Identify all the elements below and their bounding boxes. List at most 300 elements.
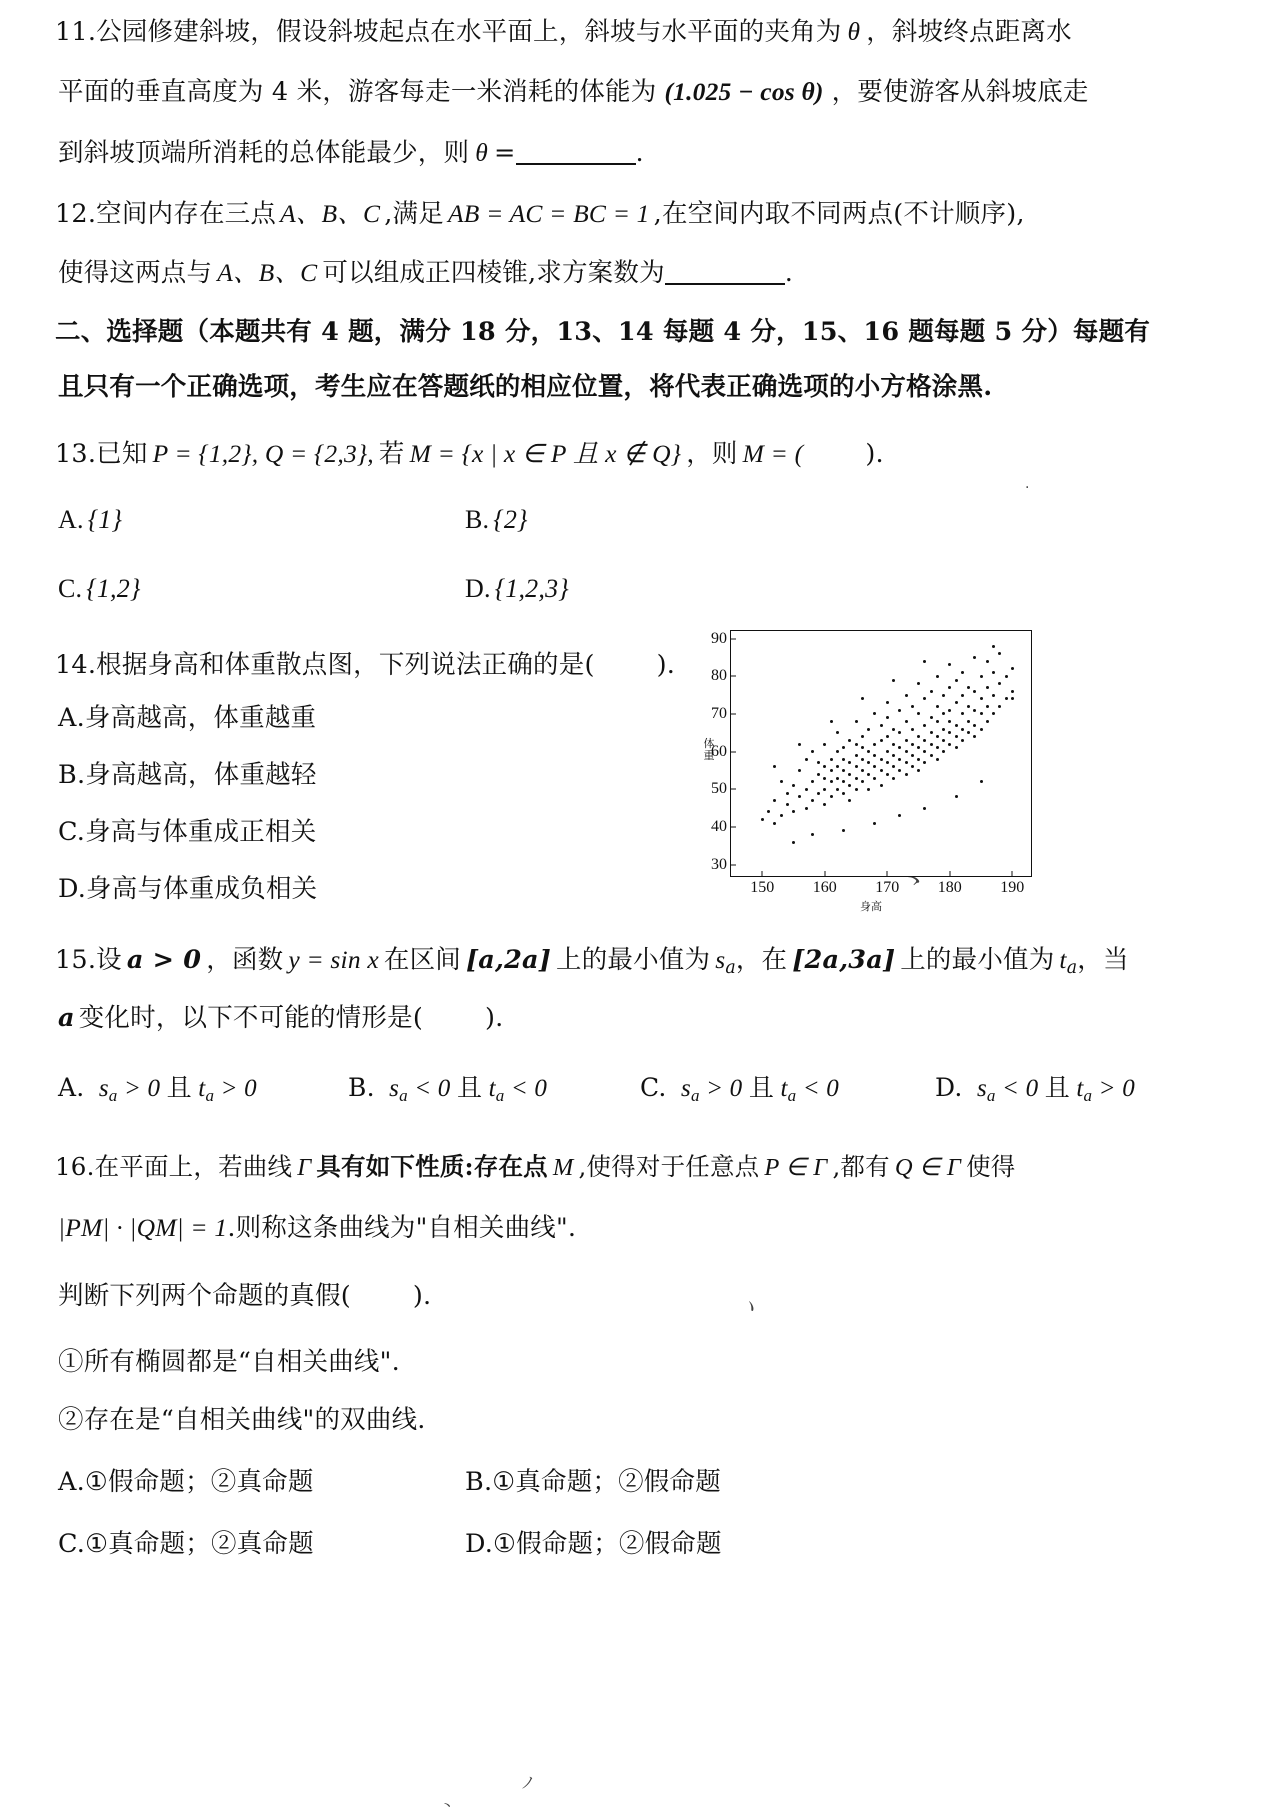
chart-data-point [936, 758, 939, 761]
chart-data-point [930, 743, 933, 746]
chart-data-point [948, 731, 951, 734]
set-m-result: M = ( [742, 439, 804, 468]
question-11-number: 11. [55, 17, 97, 47]
q15-option-d-label: D. [935, 1073, 963, 1102]
chart-data-point [823, 788, 826, 791]
question-15-option-d[interactable] [935, 1068, 1135, 1106]
energy-formula: (1.025 − cos θ) [664, 77, 824, 106]
question-13-option-b[interactable] [465, 505, 528, 535]
chart-data-point [773, 799, 776, 802]
chart-data-point [967, 686, 970, 689]
chart-data-point [786, 792, 789, 795]
pen-mark-bottom-1: ノ [520, 1773, 537, 1792]
chart-x-tick-mark [762, 871, 763, 876]
answer-blank-11[interactable] [516, 137, 636, 165]
chart-data-point [873, 765, 876, 768]
chart-y-tick-mark [731, 864, 736, 865]
question-12-line-2 [58, 253, 793, 289]
chart-y-tick-label: 40 [711, 818, 727, 835]
q15-option-c-label: C. [640, 1073, 667, 1102]
chart-data-point [842, 758, 845, 761]
question-16-proposition-2 [58, 1400, 426, 1436]
equals-sign: = [493, 138, 516, 168]
question-15-number: 15. [55, 945, 97, 975]
chart-data-point [861, 735, 864, 738]
chart-data-point [923, 724, 926, 727]
chart-y-axis-label: 体重 [703, 737, 715, 762]
question-15-option-a[interactable] [58, 1068, 257, 1106]
chart-data-point [905, 694, 908, 697]
q16-option-c-label: C.①真命题；②真命题 [58, 1529, 314, 1559]
chart-y-tick-label: 50 [711, 780, 727, 798]
q16-option-d-label: D.①假命题；②假命题 [465, 1529, 722, 1559]
chart-data-point [905, 739, 908, 742]
chart-data-point [761, 818, 764, 821]
option-a-value: {1} [87, 505, 123, 534]
question-14-option-b[interactable] [58, 755, 317, 791]
question-16-option-d[interactable] [465, 1524, 722, 1560]
chart-data-point [917, 735, 920, 738]
chart-data-point [980, 728, 983, 731]
chart-data-point [980, 697, 983, 700]
chart-data-point [867, 728, 870, 731]
chart-data-point [867, 788, 870, 791]
question-11-line-1 [55, 12, 1072, 48]
chart-data-point [861, 758, 864, 761]
theta-symbol: θ [847, 17, 861, 46]
question-16-text-6: .则称这条曲线为"自相关曲线". [227, 1213, 577, 1243]
chart-data-point [930, 690, 933, 693]
chart-data-point [992, 671, 995, 674]
question-12-text-3: ,在空间内取不同两点(不计顺序), [653, 199, 1025, 229]
chart-data-point [892, 728, 895, 731]
chart-data-point [817, 792, 820, 795]
chart-data-point [973, 690, 976, 693]
question-16-text-5: 使得 [966, 1152, 1016, 1181]
option-c-label: C. [58, 574, 83, 603]
chart-data-point [880, 739, 883, 742]
chart-data-point [948, 709, 951, 712]
chart-x-tick-label: 150 [750, 879, 775, 896]
question-16-line-2 [58, 1208, 576, 1244]
chart-y-tick-label: 60 [711, 742, 727, 760]
chart-data-point [836, 777, 839, 780]
chart-data-point [892, 777, 895, 780]
question-11-text-1: 公园修建斜坡，假设斜坡起点在水平面上，斜坡与水平面的夹角为 [96, 17, 842, 47]
question-15-text-8: 变化时，以下不可能的情形是( [78, 1003, 423, 1033]
question-16-option-b[interactable] [465, 1462, 721, 1498]
chart-data-point [886, 716, 889, 719]
chart-data-point [805, 758, 808, 761]
chart-data-point [961, 712, 964, 715]
chart-data-point [967, 720, 970, 723]
chart-data-point [1011, 690, 1014, 693]
chart-data-point [961, 671, 964, 674]
chart-data-point [892, 743, 895, 746]
chart-data-point [842, 792, 845, 795]
chart-data-point [992, 645, 995, 648]
chart-data-point [842, 780, 845, 783]
question-14-stem [55, 645, 675, 681]
question-11-text-4: ，要使游客从斜坡底走 [831, 77, 1089, 107]
option-d-value: {1,2,3} [494, 574, 569, 603]
period-12: . [784, 258, 794, 288]
chart-x-tick-label: 190 [1000, 879, 1025, 896]
chart-data-point [998, 682, 1001, 685]
chart-data-point [905, 773, 908, 776]
chart-y-tick-mark [731, 638, 736, 639]
s-subscript: a [725, 958, 736, 979]
chart-data-point [873, 777, 876, 780]
chart-data-point [930, 754, 933, 757]
gamma-symbol: Γ [297, 1154, 312, 1181]
q15-option-a-expr: $s_a > 0$ 且 $t_a > 0$ [98, 1073, 257, 1106]
chart-data-point [917, 746, 920, 749]
chart-data-point [836, 750, 839, 753]
chart-data-point [986, 660, 989, 663]
chart-data-point [861, 697, 864, 700]
chart-data-point [880, 758, 883, 761]
sets-p-q: P = {1,2}, Q = {2,3}, [152, 439, 374, 468]
chart-data-point [898, 731, 901, 734]
chart-data-point [917, 682, 920, 685]
chart-data-point [955, 746, 958, 749]
chart-data-point [823, 765, 826, 768]
chart-y-tick-mark [731, 713, 736, 714]
chart-data-point [886, 750, 889, 753]
chart-data-point [855, 788, 858, 791]
chart-data-point [855, 765, 858, 768]
question-12-line-1 [55, 194, 1025, 230]
chart-data-point [905, 720, 908, 723]
chart-data-point [830, 780, 833, 783]
chart-data-point [955, 679, 958, 682]
chart-data-point [848, 761, 851, 764]
question-11-line-2 [58, 72, 1089, 108]
chart-data-point [980, 780, 983, 783]
question-12-text-5: 可以组成正四棱锥,求方案数为 [322, 258, 665, 288]
section-2-text-2: 且只有一个正确选项，考生应在答题纸的相应位置，将代表正确选项的小方格涂黑. [58, 372, 993, 402]
chart-data-point [955, 795, 958, 798]
question-15-text-6: 上的最小值为 [900, 945, 1055, 975]
chart-data-point [942, 739, 945, 742]
interval-1: [a,2a] [466, 945, 551, 975]
chart-data-point [898, 769, 901, 772]
question-15-text-1: 设 [96, 945, 122, 975]
q15-option-a-label: A. [58, 1073, 85, 1102]
chart-data-point [773, 765, 776, 768]
chart-data-point [767, 810, 770, 813]
chart-plot-area [711, 629, 1032, 896]
proposition-1-text: ①所有椭圆都是“自相关曲线". [58, 1347, 400, 1377]
chart-data-point [861, 746, 864, 749]
option-a-label: A. [58, 505, 84, 534]
chart-data-point [986, 705, 989, 708]
chart-data-point [855, 720, 858, 723]
chart-data-point [880, 724, 883, 727]
chart-data-point [836, 731, 839, 734]
chart-y-tick-label: 90 [711, 629, 727, 647]
question-15-option-c[interactable] [640, 1068, 839, 1106]
question-12-number: 12. [55, 199, 97, 229]
chart-data-point [973, 735, 976, 738]
question-11-text-5: 到斜坡顶端所消耗的总体能最少，则 [58, 138, 470, 168]
chart-data-point [848, 784, 851, 787]
chart-data-point [1011, 667, 1014, 670]
question-13-close: ). [865, 439, 884, 469]
chart-data-point [980, 712, 983, 715]
chart-data-point [986, 720, 989, 723]
chart-data-point [986, 686, 989, 689]
points-abc-2: A、B、C [217, 258, 318, 287]
question-14-text: 根据身高和体重散点图，下列说法正确的是( [96, 650, 595, 680]
chart-data-point [923, 697, 926, 700]
chart-data-point [880, 769, 883, 772]
chart-data-point [798, 769, 801, 772]
chart-data-point [923, 761, 926, 764]
chart-data-point [892, 754, 895, 757]
chart-x-tick-mark [949, 871, 950, 876]
chart-data-point [967, 705, 970, 708]
proposition-2-text: ②存在是“自相关曲线"的双曲线. [58, 1405, 426, 1435]
chart-data-point [998, 652, 1001, 655]
question-15-text-7: ，当 [1077, 945, 1129, 975]
pen-mark-chart: ゝ [895, 861, 933, 900]
question-12-text-4: 使得这两点与 [58, 258, 213, 288]
question-15-text-3: 在区间 [383, 945, 461, 975]
chart-data-point [923, 750, 926, 753]
chart-data-point [955, 735, 958, 738]
question-13-option-d[interactable] [465, 574, 569, 604]
question-13-text-3: ，则 [686, 439, 738, 469]
chart-data-point [861, 769, 864, 772]
question-16-proposition-1 [58, 1342, 400, 1378]
chart-data-point [848, 799, 851, 802]
chart-data-point [936, 705, 939, 708]
chart-data-point [786, 803, 789, 806]
chart-data-point [898, 746, 901, 749]
q-in-gamma: Q ∈ Γ [894, 1154, 962, 1181]
chart-data-point [780, 814, 783, 817]
chart-y-tick-label: 80 [711, 667, 727, 685]
chart-data-point [1005, 675, 1008, 678]
question-16-text-4: ,都有 [832, 1152, 890, 1181]
chart-data-point [923, 807, 926, 810]
chart-data-point [898, 758, 901, 761]
chart-x-tick-mark [887, 871, 888, 876]
chart-data-point [1011, 697, 1014, 700]
chart-data-point [830, 720, 833, 723]
chart-data-point [961, 694, 964, 697]
chart-data-point [898, 814, 901, 817]
p-in-gamma: P ∈ Γ [764, 1154, 828, 1181]
question-16-option-c[interactable] [58, 1524, 314, 1560]
chart-y-tick-mark [731, 751, 736, 752]
sine-function: y = sin x [288, 945, 379, 974]
chart-data-point [792, 810, 795, 813]
option-d-label: D. [465, 574, 491, 603]
chart-data-point [886, 761, 889, 764]
chart-data-point [948, 743, 951, 746]
question-15-text-5: ，在 [735, 945, 788, 975]
chart-data-point [867, 773, 870, 776]
chart-data-point [967, 731, 970, 734]
question-14-option-b-label: B.身高越高，体重越轻 [58, 760, 317, 790]
question-14-close: ). [656, 650, 676, 680]
chart-data-point [973, 724, 976, 727]
question-16-line-1 [55, 1148, 1015, 1183]
chart-data-point [805, 807, 808, 810]
chart-data-point [811, 750, 814, 753]
set-m-definition: M = {x | x ∈ P 且 x ∉ Q} [409, 439, 682, 468]
chart-data-point [830, 758, 833, 761]
question-15-close: ). [484, 1003, 504, 1033]
chart-data-point [930, 716, 933, 719]
question-16-close: ). [412, 1281, 432, 1311]
chart-data-point [1005, 697, 1008, 700]
chart-data-point [817, 761, 820, 764]
chart-data-point [830, 769, 833, 772]
chart-data-point [973, 656, 976, 659]
q15-option-b-expr: $s_a < 0$ 且 $t_a < 0$ [389, 1073, 548, 1106]
chart-data-point [998, 705, 1001, 708]
chart-data-point [942, 728, 945, 731]
chart-data-point [780, 780, 783, 783]
chart-data-point [905, 750, 908, 753]
a-variable: a [58, 1003, 75, 1033]
chart-data-point [955, 724, 958, 727]
q16-option-b-label: B.①真命题；②假命题 [465, 1467, 721, 1497]
chart-data-point [948, 686, 951, 689]
question-16-text-1: 在平面上，若曲线 [94, 1152, 293, 1181]
chart-data-point [942, 750, 945, 753]
chart-data-point [855, 754, 858, 757]
theta-symbol-2: θ [475, 138, 488, 167]
section-2-heading-line-2 [58, 367, 992, 403]
chart-data-point [842, 746, 845, 749]
pen-mark-dot: · [1025, 480, 1030, 496]
chart-data-point [936, 675, 939, 678]
chart-data-point [867, 750, 870, 753]
chart-x-tick-mark [824, 871, 825, 876]
chart-data-point [911, 765, 914, 768]
chart-data-point [855, 777, 858, 780]
question-13-text-1: 已知 [96, 439, 148, 469]
chart-data-point [830, 795, 833, 798]
question-14-option-d[interactable] [58, 869, 317, 905]
chart-data-point [898, 709, 901, 712]
chart-data-point [836, 788, 839, 791]
chart-data-point [886, 735, 889, 738]
chart-y-tick-mark [731, 789, 736, 790]
question-16-line-3 [58, 1276, 431, 1312]
chart-data-point [980, 675, 983, 678]
chart-x-tick-label: 180 [937, 879, 962, 896]
chart-data-point [936, 720, 939, 723]
chart-data-point [848, 773, 851, 776]
chart-data-point [842, 769, 845, 772]
chart-data-point [911, 754, 914, 757]
period-11: . [635, 138, 644, 168]
question-13-number: 13. [55, 439, 97, 469]
question-15-line-1 [55, 940, 1129, 978]
points-abc: A、B、C [280, 199, 381, 228]
chart-data-point [773, 822, 776, 825]
s-symbol: s [715, 945, 726, 974]
chart-data-point [823, 743, 826, 746]
question-14-option-c[interactable] [58, 812, 316, 848]
question-13-option-a[interactable] [58, 505, 122, 535]
question-16-text-3: ,使得对于任意点 [578, 1152, 760, 1181]
chart-data-point [917, 758, 920, 761]
t-symbol: t [1059, 945, 1067, 974]
chart-data-point [873, 754, 876, 757]
option-c-value: {1,2} [86, 574, 141, 603]
chart-data-point [823, 777, 826, 780]
chart-data-point [930, 731, 933, 734]
chart-data-point [855, 743, 858, 746]
chart-y-tick-mark [731, 676, 736, 677]
chart-data-point [798, 795, 801, 798]
chart-data-point [911, 728, 914, 731]
chart-data-point [873, 822, 876, 825]
chart-data-point [842, 829, 845, 832]
chart-data-point [811, 799, 814, 802]
chart-y-tick-label: 70 [711, 704, 727, 722]
chart-data-point [848, 739, 851, 742]
question-16-text-2: 具有如下性质:存在点 [316, 1152, 548, 1181]
chart-data-point [811, 780, 814, 783]
chart-data-point [917, 712, 920, 715]
chart-data-point [961, 739, 964, 742]
option-b-label: B. [465, 505, 490, 534]
question-15-line-2 [58, 998, 503, 1034]
question-11-line-3 [58, 133, 644, 169]
chart-y-tick-label: 30 [711, 855, 727, 873]
question-12-text-2: ,满足 [384, 199, 444, 229]
chart-data-point [792, 841, 795, 844]
question-13-text-2: 若 [378, 439, 405, 469]
chart-data-point [792, 784, 795, 787]
pen-mark-q16: ヽ [735, 1291, 765, 1323]
chart-data-point [867, 761, 870, 764]
chart-data-point [936, 735, 939, 738]
chart-data-point [886, 773, 889, 776]
question-15-text-4: 上的最小值为 [556, 945, 711, 975]
chart-data-point [811, 833, 814, 836]
chart-data-point [798, 743, 801, 746]
chart-data-point [911, 743, 914, 746]
question-14-option-c-label: C.身高与体重成正相关 [58, 817, 317, 847]
chart-data-point [923, 739, 926, 742]
option-b-value: {2} [493, 505, 528, 534]
question-14-number: 14. [55, 650, 97, 680]
chart-data-point [805, 788, 808, 791]
chart-data-point [817, 773, 820, 776]
question-15-text-2: ，函数 [206, 945, 284, 975]
chart-data-point [892, 765, 895, 768]
question-15-option-b[interactable] [348, 1068, 547, 1106]
answer-blank-12[interactable] [665, 257, 785, 285]
question-14-option-a[interactable] [58, 698, 316, 734]
chart-data-point [955, 701, 958, 704]
q16-option-a-label: A.①假命题；②真命题 [58, 1467, 314, 1497]
pen-mark-bottom-2: ヽ [438, 1796, 457, 1816]
chart-x-axis-label: 身高 [860, 900, 882, 913]
question-13-option-c[interactable] [58, 574, 141, 604]
question-16-option-a[interactable] [58, 1462, 314, 1498]
chart-data-point [836, 765, 839, 768]
